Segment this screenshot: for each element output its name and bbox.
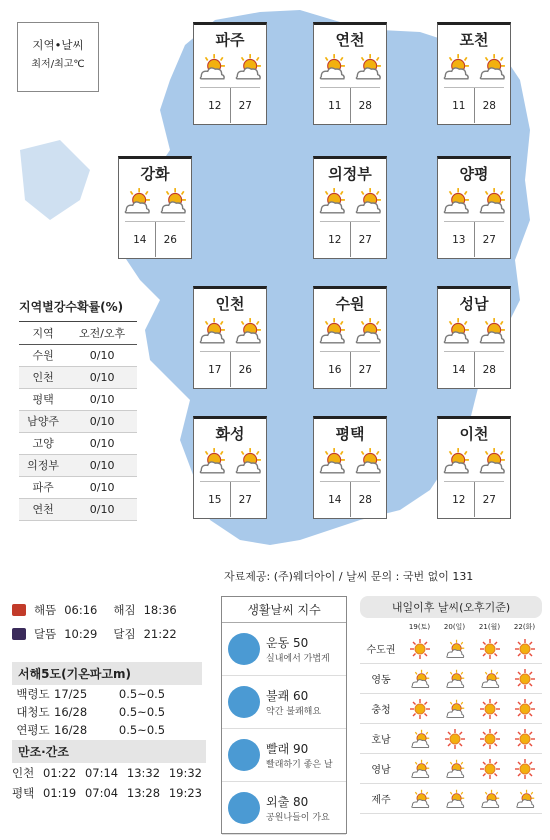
life-index-item [222,729,346,782]
city-low-temp: 14 [444,352,475,387]
city-low-temp: 11 [320,88,351,123]
week-cell [472,729,507,749]
sunrise-time: 06:16 [64,603,98,617]
city-card [437,156,511,259]
life-index-desc: 실내에서 가볍게 [266,654,330,664]
rain-probability: 0/10 [67,498,137,520]
city-name: 수원 [335,295,365,313]
wave-height: 0.5~0.5 [118,687,166,701]
city-high-temp: 27 [358,234,372,246]
tides-section [12,740,206,803]
tide-time: 01:19 [43,786,77,800]
rain-probability: 0/10 [67,366,137,388]
city-low-temp: 13 [444,222,475,257]
partly-cloudy-icon [410,669,430,689]
partly-cloudy-icon [478,447,506,475]
life-index-icon [228,739,260,771]
tide-row [12,763,206,783]
partly-cloudy-icon [234,53,262,81]
week-icons [402,639,542,659]
partly-cloudy-icon [354,187,382,215]
tide-port: 인천 [12,766,35,780]
wave-island: 연평도 [16,723,50,737]
city-name: 성남 [459,295,489,313]
waves-section [12,662,202,739]
city-high-temp: 27 [482,234,496,246]
city-high-temp: 28 [482,100,496,112]
city-high-temp: 26 [163,234,177,246]
rain-region: 고양 [19,432,67,454]
wave-height: 0.5~0.5 [118,723,166,737]
week-icons [402,789,542,809]
city-temps [444,221,504,257]
city-weather-icons [194,53,266,87]
city-card [118,156,192,259]
rain-row [19,498,137,520]
rain-region: 파주 [19,476,67,498]
partly-cloudy-icon [445,699,465,719]
partly-cloudy-icon [445,759,465,779]
partly-cloudy-icon [318,447,346,475]
rain-probability: 0/10 [67,410,137,432]
city-weather-icons [314,317,386,351]
week-cell [402,789,437,809]
partly-cloudy-icon [354,53,382,81]
week-region: 영동 [371,675,391,686]
rain-row [19,410,137,432]
city-high-temp: 27 [238,100,252,112]
week-row [360,664,542,694]
week-cell [507,789,542,809]
life-index-desc: 빨래하기 좋은 날 [266,760,333,770]
partly-cloudy-icon [159,187,187,215]
city-card [437,416,511,519]
city-temps [125,221,185,257]
rain-row [19,476,137,498]
wave-temp: 17/25 [54,687,88,701]
tide-time: 19:32 [168,766,202,780]
week-cell [402,699,437,719]
city-low-temp: 15 [200,482,231,517]
wave-island: 백령도 [16,687,50,701]
sun-icon [480,759,500,779]
tide-row [12,783,206,803]
waves-title: 서해5도(기온파고m) [12,662,202,685]
week-day: 22(화) [513,623,536,631]
partly-cloudy-icon [442,447,470,475]
city-weather-icons [438,317,510,351]
city-high-temp: 28 [358,100,372,112]
city-card [313,286,387,389]
city-high-temp: 27 [358,364,372,376]
week-cell [507,699,542,719]
city-weather-icons [438,447,510,481]
week-row [360,634,542,664]
week-cell [437,669,472,689]
week-region: 수도권 [366,645,396,656]
sun-icon [515,639,535,659]
week-cell [507,669,542,689]
partly-cloudy-icon [478,53,506,81]
week-cell [507,729,542,749]
week-region: 제주 [371,795,391,806]
city-weather-icons [314,53,386,87]
legend [17,22,99,92]
city-low-temp: 17 [200,352,231,387]
life-index-item [222,782,346,835]
partly-cloudy-icon [445,669,465,689]
life-index-label: 빨래 90 [266,742,309,756]
week-row [360,754,542,784]
city-card [193,416,267,519]
partly-cloudy-icon [442,53,470,81]
week-cell [472,789,507,809]
rain-row [19,432,137,454]
rain-probability-table [19,298,137,521]
city-temps [444,351,504,387]
week-icons [402,759,542,779]
city-high-temp: 28 [482,364,496,376]
rain-title: 지역별강수확률(%) [19,298,137,322]
sunset-time: 18:36 [143,603,177,617]
partly-cloudy-icon [318,317,346,345]
wave-island: 대청도 [16,705,50,719]
partly-cloudy-icon [478,187,506,215]
tide-port: 평택 [12,786,35,800]
city-temps [444,87,504,123]
city-name: 양평 [459,165,489,183]
partly-cloudy-icon [234,317,262,345]
sun-icon [515,759,535,779]
partly-cloudy-icon [410,729,430,749]
city-high-temp: 28 [358,494,372,506]
partly-cloudy-icon [198,53,226,81]
tide-time: 07:14 [84,766,119,780]
sun-icon [515,699,535,719]
sun-icon [410,639,430,659]
wave-temp: 16/28 [54,723,88,737]
city-weather-icons [438,53,510,87]
life-index-panel [221,596,347,834]
week-title: 내일이후 날씨(오후기준) [360,596,542,618]
legend-subtitle: 최저/최고℃ [31,59,85,70]
week-cell [507,639,542,659]
city-name: 화성 [215,425,245,443]
life-title: 생활날씨 지수 [222,597,346,623]
city-weather-icons [438,187,510,221]
week-cell [402,759,437,779]
city-name: 포천 [459,31,489,49]
city-temps [320,221,380,257]
city-temps [444,481,504,517]
partly-cloudy-icon [410,789,430,809]
partly-cloudy-icon [318,187,346,215]
city-temps [200,481,260,517]
life-index-item [222,676,346,729]
rain-header-region: 지역 [19,322,67,344]
sun-icon [480,699,500,719]
data-credit: 자료제공: (주)웨더아이 / 날씨 문의 : 국번 없이 131 [224,570,474,583]
sun-icon [515,669,535,689]
life-index-item [222,623,346,676]
partly-cloudy-icon [354,317,382,345]
city-high-temp: 27 [482,494,496,506]
city-card [313,22,387,125]
partly-cloudy-icon [480,669,500,689]
week-cell [402,669,437,689]
life-index-label: 운동 50 [266,636,309,650]
partly-cloudy-icon [318,53,346,81]
partly-cloudy-icon [198,447,226,475]
rain-region: 남양주 [19,410,67,432]
partly-cloudy-icon [478,317,506,345]
city-name: 의정부 [328,165,372,183]
city-low-temp: 14 [320,482,351,517]
city-high-temp: 27 [238,494,252,506]
partly-cloudy-icon [234,447,262,475]
sun-icon [480,639,500,659]
week-cell [437,699,472,719]
city-temps [320,351,380,387]
city-low-temp: 12 [444,482,475,517]
city-weather-icons [194,317,266,351]
rain-region: 연천 [19,498,67,520]
city-card [313,416,387,519]
city-card [313,156,387,259]
week-cell [402,729,437,749]
moonset-label: 달짐 [113,627,136,641]
city-temps [200,87,260,123]
week-region: 충청 [371,705,391,716]
rain-region: 의정부 [19,454,67,476]
life-index-desc: 공원나들이 가요 [266,813,330,823]
week-cell [437,729,472,749]
rain-region: 평택 [19,388,67,410]
city-card [193,22,267,125]
city-low-temp: 11 [444,88,475,123]
rain-header-ampm: 오전/오후 [67,322,137,344]
rain-row [19,388,137,410]
week-cell [402,639,437,659]
rain-row [19,454,137,476]
city-low-temp: 16 [320,352,351,387]
rain-region: 수원 [19,344,67,366]
week-row [360,724,542,754]
week-cell [472,759,507,779]
rain-probability: 0/10 [67,388,137,410]
week-cell [507,759,542,779]
rain-region: 인천 [19,366,67,388]
wave-row [12,721,202,739]
life-index-desc: 약간 불쾌해요 [266,707,322,717]
week-region: 영남 [371,765,391,776]
week-day: 21(월) [478,623,501,631]
sunset-label: 해짐 [113,603,136,617]
week-cell [472,669,507,689]
tide-time: 13:32 [126,766,161,780]
moonrise-time: 10:29 [64,627,98,641]
week-row [360,784,542,814]
week-icons [402,669,542,689]
week-cell [437,759,472,779]
city-low-temp: 12 [320,222,351,257]
life-index-label: 외출 80 [266,795,309,809]
tides-title: 만조·간조 [12,740,206,763]
city-weather-icons [119,187,191,221]
sunrise-label: 해뜸 [34,603,57,617]
city-low-temp: 12 [200,88,231,123]
city-weather-icons [314,187,386,221]
rain-probability: 0/10 [67,476,137,498]
city-weather-icons [194,447,266,481]
rain-probability: 0/10 [67,344,137,366]
city-weather-icons [314,447,386,481]
city-name: 이천 [459,425,489,443]
city-name: 인천 [215,295,245,313]
sun-icon [410,699,430,719]
city-card [193,286,267,389]
life-index-label: 불쾌 60 [266,689,309,703]
partly-cloudy-icon [442,317,470,345]
wave-height: 0.5~0.5 [118,705,166,719]
weekly-forecast [360,596,542,814]
wave-row [12,703,202,721]
city-temps [320,481,380,517]
legend-title: 지역•날씨 [32,38,84,52]
partly-cloudy-icon [410,759,430,779]
sun-moon-times [12,598,202,646]
partly-cloudy-icon [198,317,226,345]
rain-row [19,344,137,366]
sunrise-icon [12,604,26,616]
week-row [360,694,542,724]
partly-cloudy-icon [445,639,465,659]
partly-cloudy-icon [354,447,382,475]
week-day: 20(일) [443,623,466,631]
wave-temp: 16/28 [54,705,88,719]
tide-time: 13:28 [126,786,161,800]
partly-cloudy-icon [442,187,470,215]
wave-row [12,685,202,703]
rain-row [19,366,137,388]
city-high-temp: 26 [238,364,252,376]
sun-icon [480,729,500,749]
city-low-temp: 14 [125,222,156,257]
week-icons [402,729,542,749]
moonrise-icon [12,628,26,640]
week-cell [472,639,507,659]
life-index-icon [228,633,260,665]
partly-cloudy-icon [123,187,151,215]
tide-time: 07:04 [84,786,119,800]
week-region: 호남 [371,735,391,746]
city-name: 평택 [335,425,365,443]
city-temps [320,87,380,123]
sun-icon [445,729,465,749]
city-name: 파주 [215,31,245,49]
tide-time: 19:23 [168,786,202,800]
week-cell [472,699,507,719]
sun-icon [515,729,535,749]
week-cell [437,639,472,659]
life-index-icon [228,792,260,824]
rain-probability: 0/10 [67,454,137,476]
life-index-icon [228,686,260,718]
week-cell [437,789,472,809]
city-name: 강화 [140,165,170,183]
partly-cloudy-icon [445,789,465,809]
city-card [437,286,511,389]
city-temps [200,351,260,387]
tide-time: 01:22 [43,766,77,780]
week-icons [402,699,542,719]
moonset-time: 21:22 [143,627,177,641]
rain-probability: 0/10 [67,432,137,454]
week-day: 19(토) [408,623,431,631]
partly-cloudy-icon [515,789,535,809]
city-card [437,22,511,125]
moonrise-label: 달뜸 [34,627,57,641]
city-name: 연천 [335,31,365,49]
partly-cloudy-icon [480,789,500,809]
